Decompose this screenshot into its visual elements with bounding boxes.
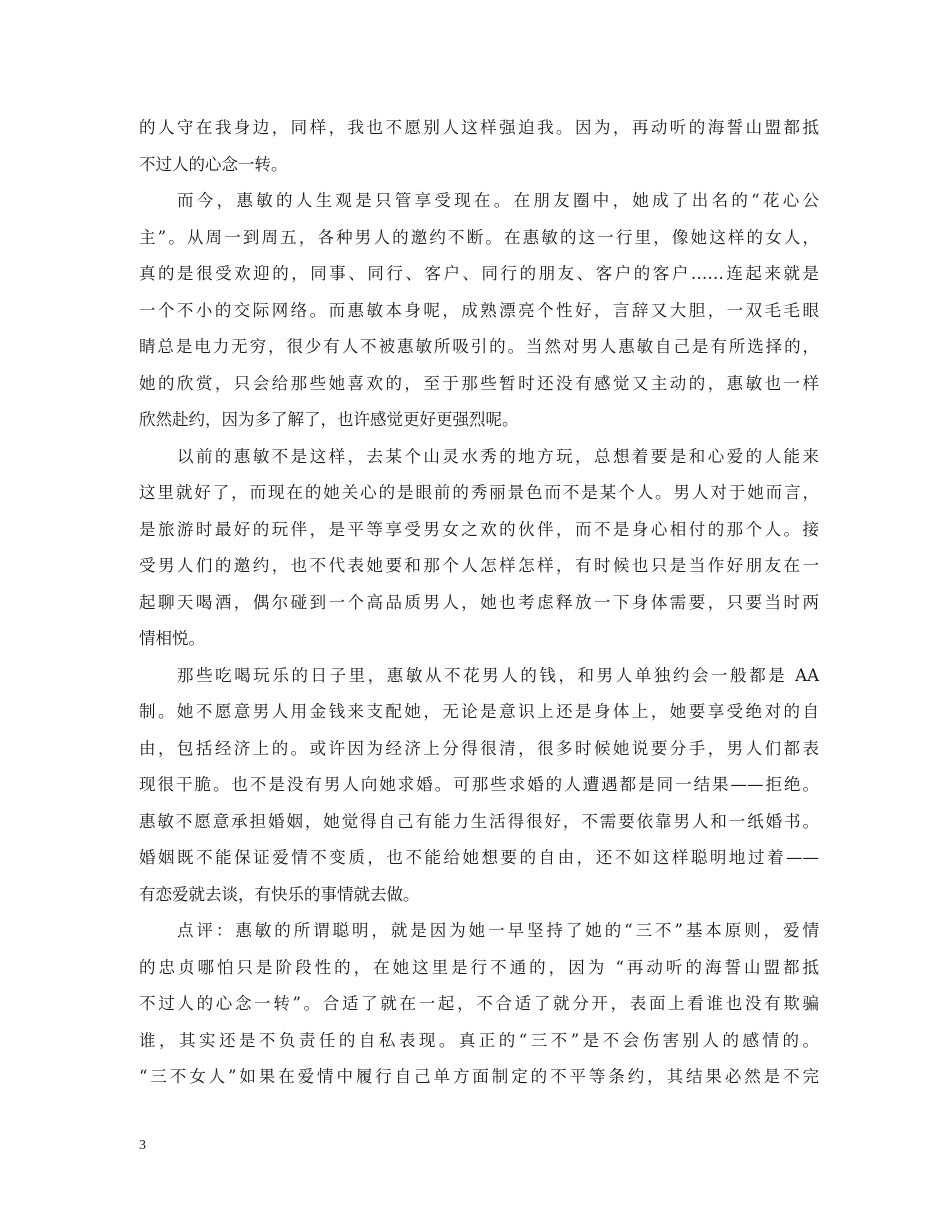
text-line: 受男人们的邀约，也不代表她要和那个人怎样怎样，有时候也只是当作好朋友在一 — [139, 556, 819, 575]
text-line: 一个不小的交际网络。而惠敏本身呢，成熟漂亮个性好，言辞又大胆，一双毛毛眼 — [139, 300, 819, 320]
text-line: 有恋爱就去谈，有快乐的事情就去做。 — [139, 884, 420, 904]
text-line: 不过人的心念一转”。合适了就在一起，不合适了就分开，表面上看谁也没有欺骗 — [139, 994, 819, 1013]
text-line: 这里就好了，而现在的她关心的是眼前的秀丽景色而不是某个人。男人对于她而言， — [139, 483, 819, 502]
text-line: 真的是很受欢迎的，同事、同行、客户、同行的朋友、客户的客户……连起来就是 — [139, 264, 819, 283]
text-line: 欣然赴约，因为多了解了，也许感觉更好更强烈呢。 — [139, 410, 519, 429]
text-line: 婚姻既不能保证爱情不变质，也不能给她想要的自由，还不如这样聪明地过着—— — [139, 848, 819, 867]
text-line: 谁，其实还是不负责任的自私表现。真正的“三不”是不会伤害别人的感情的。 — [139, 1030, 819, 1050]
page-number: 3 — [139, 1138, 146, 1153]
text-line: “三不女人”如果在爱情中履行自己单方面制定的不平等条约，其结果必然是不完 — [139, 1067, 819, 1086]
text-line: 制。她不愿意男人用金钱来支配她，无论是意识上还是身体上，她要享受绝对的自 — [139, 702, 819, 721]
text-line: 现很干脆。也不是没有男人向她求婚。可那些求婚的人遭遇都是同一结果——拒绝。 — [139, 775, 819, 794]
text-line: 的人守在我身边，同样，我也不愿别人这样强迫我。因为，再动听的海誓山盟都抵 — [139, 118, 819, 137]
text-line: 是旅游时最好的玩伴，是平等享受男女之欢的伙伴，而不是身心相付的那个人。接 — [139, 519, 819, 539]
paragraph-start-line: 而今，惠敏的人生观是只管享受现在。在朋友圈中，她成了出名的“花心公 — [177, 191, 819, 210]
body-text — [139, 110, 819, 1096]
paragraph-start-line: 以前的惠敏不是这样，去某个山灵水秀的地方玩，总想着要是和心爱的人能来 — [177, 446, 819, 466]
text-line: 主”。从周一到周五，各种男人的邀约不断。在惠敏的这一行里，像她这样的女人， — [139, 227, 819, 247]
text-line: 由，包括经济上的。或许因为经济上分得很清，很多时候她说要分手，男人们都表 — [139, 738, 819, 758]
text-line: 情相悦。 — [139, 629, 205, 648]
text-line: 她的欣赏，只会给那些她喜欢的，至于那些暂时还没有感觉又主动的，惠敏也一样 — [139, 373, 819, 393]
paragraph-start-line: 点评：惠敏的所谓聪明，就是因为她一早坚持了她的“三不”基本原则，爱情 — [177, 921, 819, 940]
text-line: 的忠贞哪怕只是阶段性的，在她这里是行不通的，因为 “再动听的海誓山盟都抵 — [139, 957, 819, 977]
text-line: 起聊天喝酒，偶尔碰到一个高品质男人，她也考虑释放一下身体需要，只要当时两 — [139, 592, 819, 612]
text-line: 不过人的心念一转。 — [139, 154, 288, 174]
text-line: 惠敏不愿意承担婚姻，她觉得自己有能力生活得很好，不需要依靠男人和一纸婚书。 — [139, 811, 819, 831]
text-line: 睛总是电力无穷，很少有人不被惠敏所吸引的。当然对男人惠敏自己是有所选择的， — [139, 337, 819, 356]
paragraph-start-line: 那些吃喝玩乐的日子里，惠敏从不花男人的钱，和男人单独约会一般都是 AA — [177, 665, 819, 685]
